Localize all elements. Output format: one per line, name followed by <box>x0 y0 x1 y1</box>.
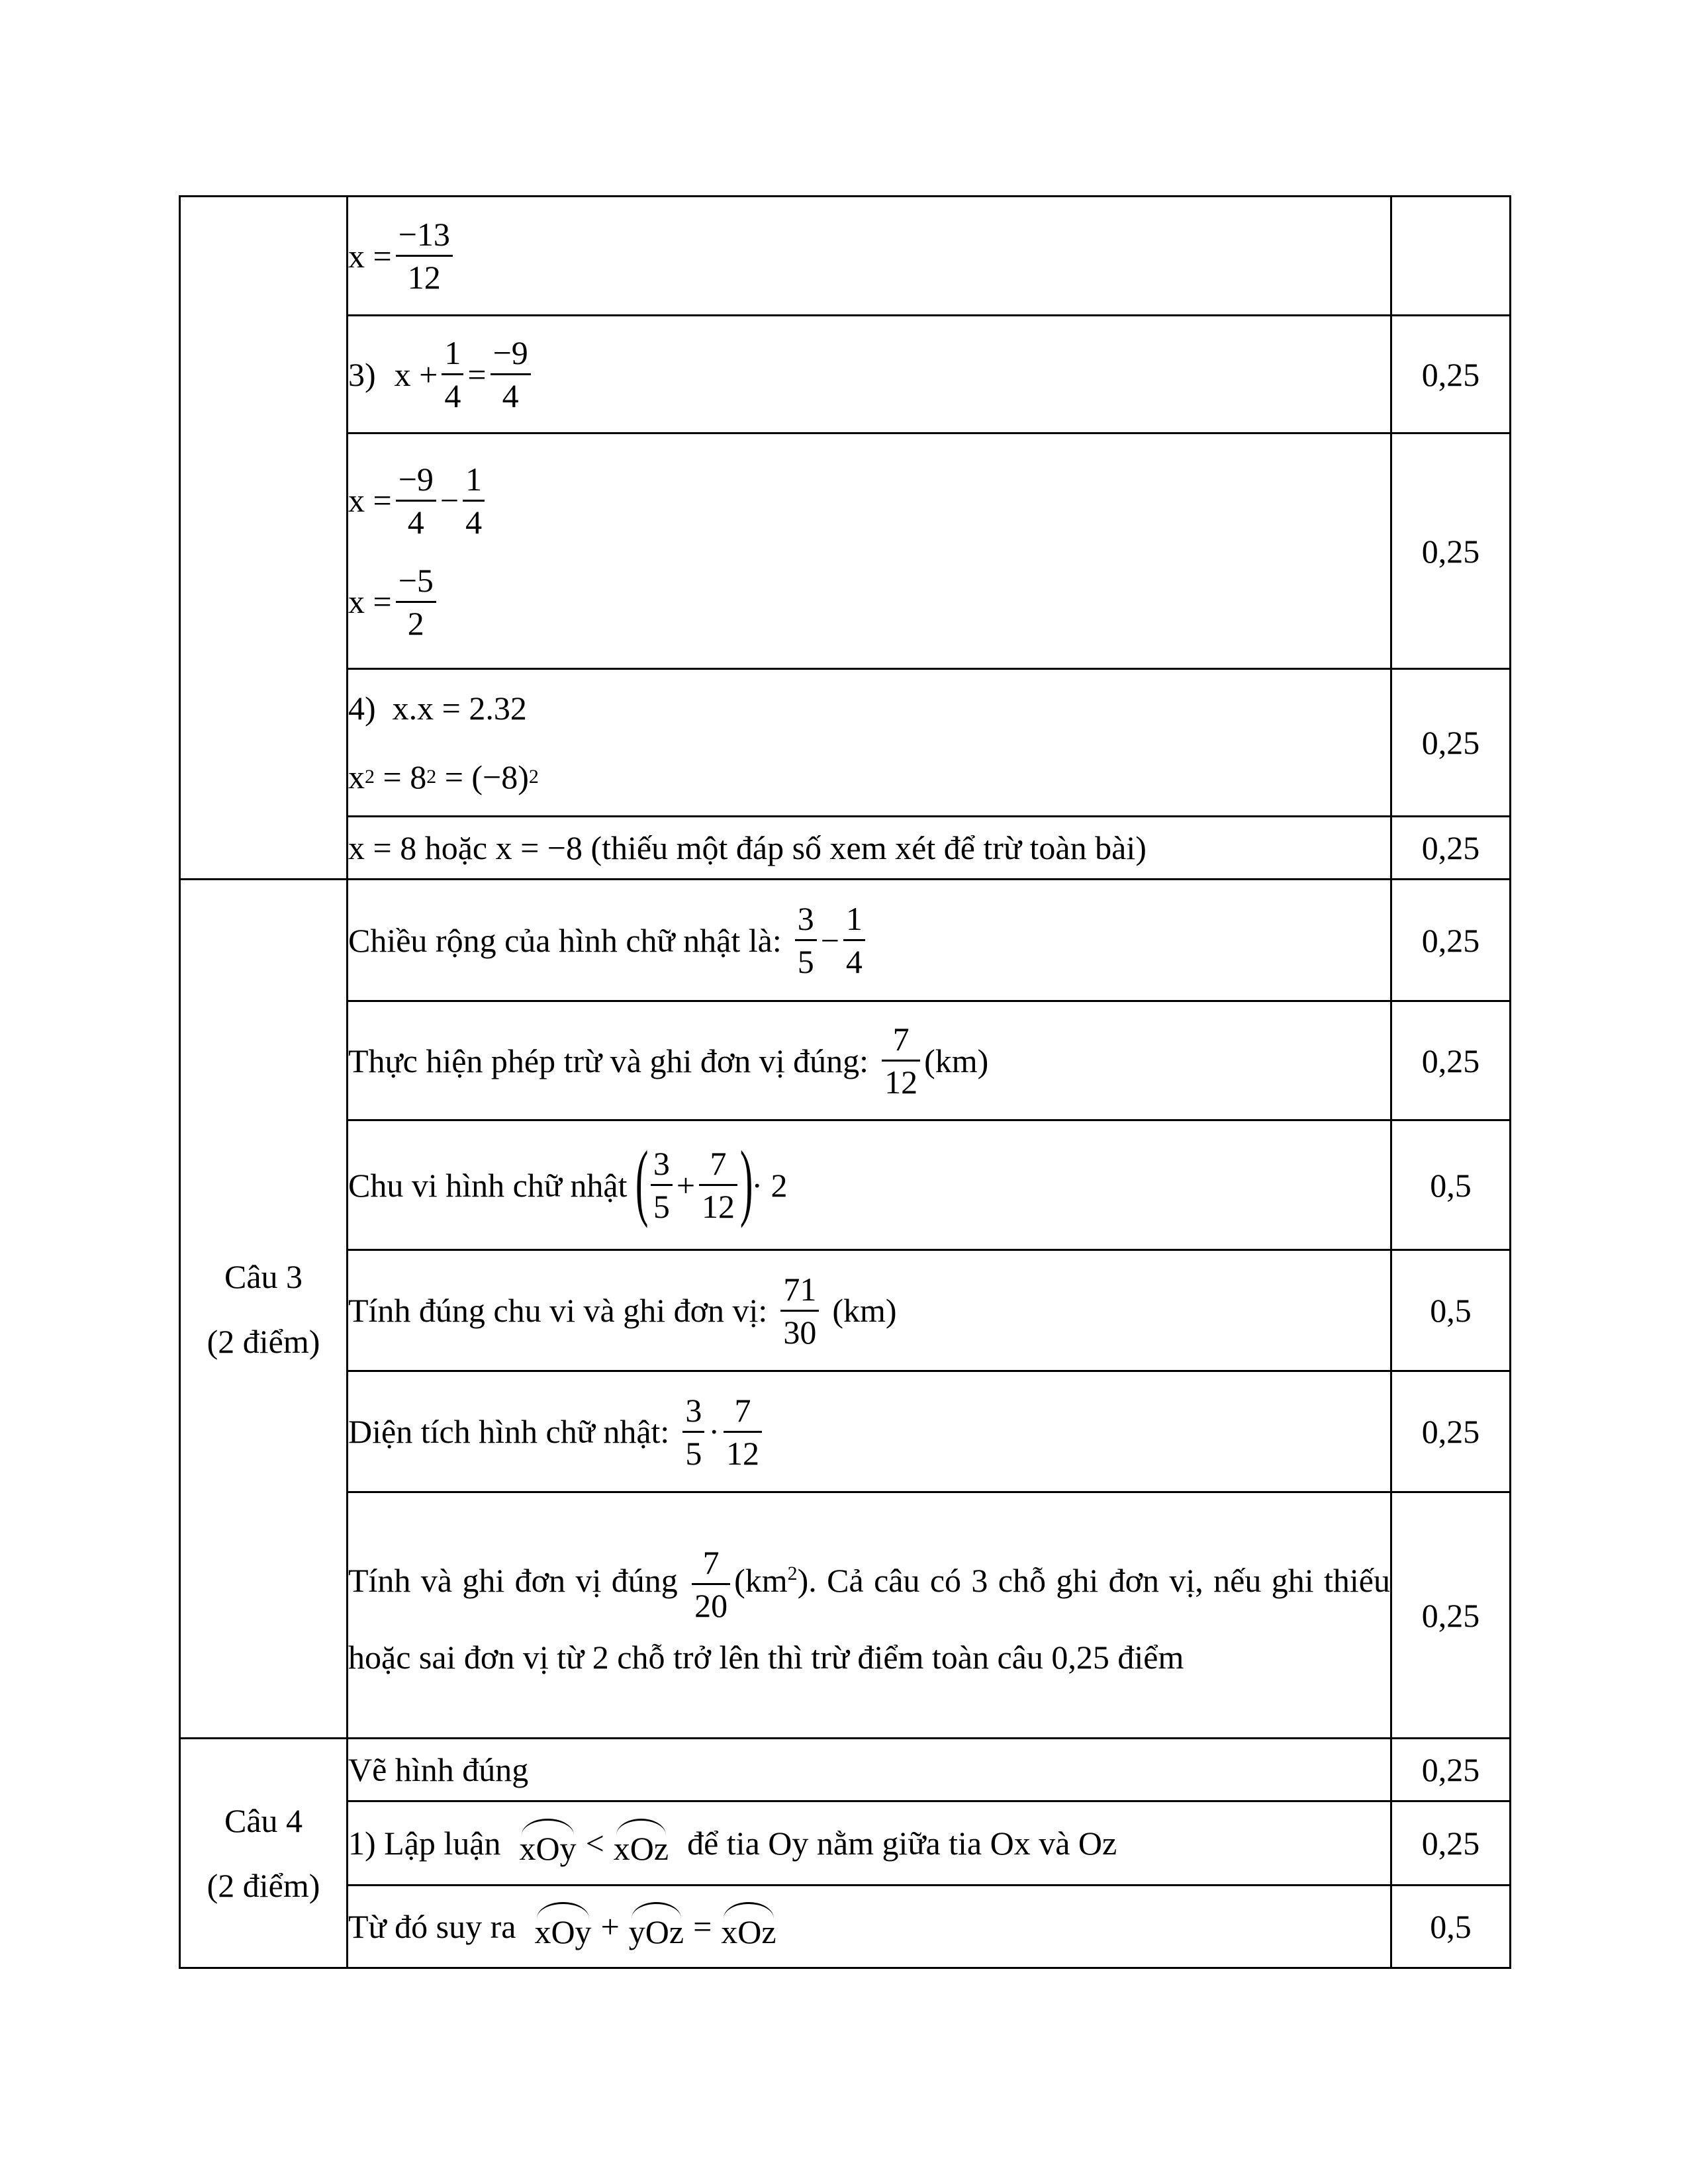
answer-text: Tính đúng chu vi và ghi đơn vị: <box>348 1292 768 1329</box>
item-label: 3) <box>348 355 376 393</box>
unit-text: (km) <box>832 1292 897 1329</box>
expr-text: 4) x.x = 2.32 <box>348 690 527 727</box>
points-cell: 0,25 <box>1391 817 1511 880</box>
points-cell: 0,25 <box>1391 433 1511 669</box>
answer-row-2 <box>348 316 1391 433</box>
fraction: $\frac{71}{30}$ <box>780 1269 819 1353</box>
angle-text: yOz <box>629 1902 684 1951</box>
question-score: (2 điểm) <box>207 1867 320 1904</box>
plus-sign: + <box>676 1166 696 1204</box>
left-paren: ( <box>635 1133 648 1229</box>
fraction: $\frac{1}{4}$ <box>463 459 485 543</box>
less-than-sign: < <box>585 1825 604 1862</box>
right-paren: ) <box>739 1133 753 1229</box>
answer-row-5: x = 8 hoặc x = −8 (thiếu một đáp số xem xét để trừ toàn bài) <box>348 817 1391 880</box>
answer-text: ). Cả câu có 3 chỗ ghi đơn vị, nếu ghi thiếu hoặc sai đơn vị từ 2 chỗ trở lên thì trừ điểm toàn câu 0,25 điểm <box>348 1561 1390 1676</box>
fraction: $\frac{-9}{4}$ <box>396 459 436 543</box>
answer-row-8 <box>348 1120 1391 1250</box>
fraction: $\frac{3}{5}$ <box>651 1143 673 1227</box>
question-cell-cau-4 <box>180 1739 348 1968</box>
points-cell: 0,25 <box>1391 880 1511 1001</box>
equals-sign: = <box>467 355 487 393</box>
answer-row-12: Vẽ hình đúng <box>348 1739 1391 1801</box>
answer-row-7 <box>348 1001 1391 1120</box>
points-cell: 0,25 <box>1391 1801 1511 1886</box>
exponent: 2 <box>787 1562 798 1584</box>
expr-text: x = <box>348 482 392 519</box>
plus-sign: + <box>600 1908 620 1945</box>
expr-text: · 2 <box>751 1166 788 1204</box>
points-cell: 0,25 <box>1391 669 1511 817</box>
fraction: $\frac{7}{12}$ <box>699 1143 737 1227</box>
answer-text: Thực hiện phép trừ và ghi đơn vị đúng: <box>348 1042 869 1079</box>
answer-row-14 <box>348 1886 1391 1968</box>
points-cell <box>1391 197 1511 316</box>
fraction: $\frac{-9}{4}$ <box>491 332 531 416</box>
unit-text: (km <box>734 1561 788 1599</box>
angle-text: xOy <box>519 1819 576 1868</box>
dot-sign: · <box>708 1413 720 1450</box>
points-cell: 0,25 <box>1391 1001 1511 1120</box>
fraction: $\frac{7}{12}$ <box>882 1019 920 1103</box>
question-cell-continued <box>180 197 348 880</box>
fraction: $\frac{-5}{2}$ <box>396 560 436 644</box>
answer-text: Diện tích hình chữ nhật: <box>348 1413 670 1450</box>
points-cell: 0,5 <box>1391 1120 1511 1250</box>
question-title: Câu 3 <box>224 1257 303 1295</box>
exponent: 2 <box>426 766 437 788</box>
unit-text: (km) <box>924 1042 989 1079</box>
fraction: $\frac{7}{12}$ <box>724 1390 762 1474</box>
fraction: $\frac{1}{4}$ <box>442 332 463 416</box>
answer-row-4 <box>348 669 1391 817</box>
answer-row-1 <box>348 197 1391 316</box>
expr-text: = (−8) <box>436 758 529 796</box>
points-cell: 0,5 <box>1391 1886 1511 1968</box>
angle-text: xOy <box>534 1902 591 1951</box>
expr-text: = 8 <box>375 758 427 796</box>
expr-text: x + <box>394 355 438 393</box>
fraction: $\frac{1}{4}$ <box>843 898 865 982</box>
equals-sign: = <box>693 1908 712 1945</box>
answer-text: để tia Oy nằm giữa tia Ox và Oz <box>687 1825 1117 1862</box>
question-cell-cau-3 <box>180 880 348 1739</box>
answer-text: Chu vi hình chữ nhật <box>348 1166 628 1204</box>
answer-row-3 <box>348 433 1391 669</box>
points-cell: 0,25 <box>1391 1492 1511 1739</box>
answer-text: Chiều rộng của hình chữ nhật là: <box>348 921 782 959</box>
exponent: 2 <box>365 766 375 788</box>
answer-row-6 <box>348 880 1391 1001</box>
angle-text: xOz <box>614 1819 669 1868</box>
fraction: $\frac{3}{5}$ <box>795 898 817 982</box>
expr-text: x <box>348 758 365 796</box>
fraction: $\frac{7}{20}$ <box>692 1542 730 1626</box>
question-title: Câu 4 <box>224 1802 303 1839</box>
exponent: 2 <box>528 766 539 788</box>
angle-text: xOz <box>721 1902 776 1951</box>
minus-sign: − <box>440 482 459 519</box>
answer-text: 1) Lập luận <box>348 1825 501 1862</box>
points-cell: 0,25 <box>1391 1371 1511 1492</box>
answer-row-9 <box>348 1250 1391 1371</box>
points-cell: 0,25 <box>1391 316 1511 433</box>
expr-text: x = <box>348 237 392 275</box>
answer-text: Tính và ghi đơn vị đúng <box>348 1561 678 1599</box>
grading-table <box>179 195 1511 1969</box>
points-cell: 0,25 <box>1391 1739 1511 1801</box>
answer-text: Từ đó suy ra <box>348 1908 516 1945</box>
question-score: (2 điểm) <box>207 1322 320 1360</box>
answer-row-13 <box>348 1801 1391 1886</box>
points-cell: 0,5 <box>1391 1250 1511 1371</box>
answer-row-10 <box>348 1371 1391 1492</box>
fraction: $\frac{-13}{12}$ <box>396 214 453 298</box>
answer-row-11 <box>348 1492 1391 1739</box>
minus-sign: − <box>820 921 839 959</box>
fraction: $\frac{3}{5}$ <box>682 1390 704 1474</box>
expr-text: x = <box>348 583 392 620</box>
